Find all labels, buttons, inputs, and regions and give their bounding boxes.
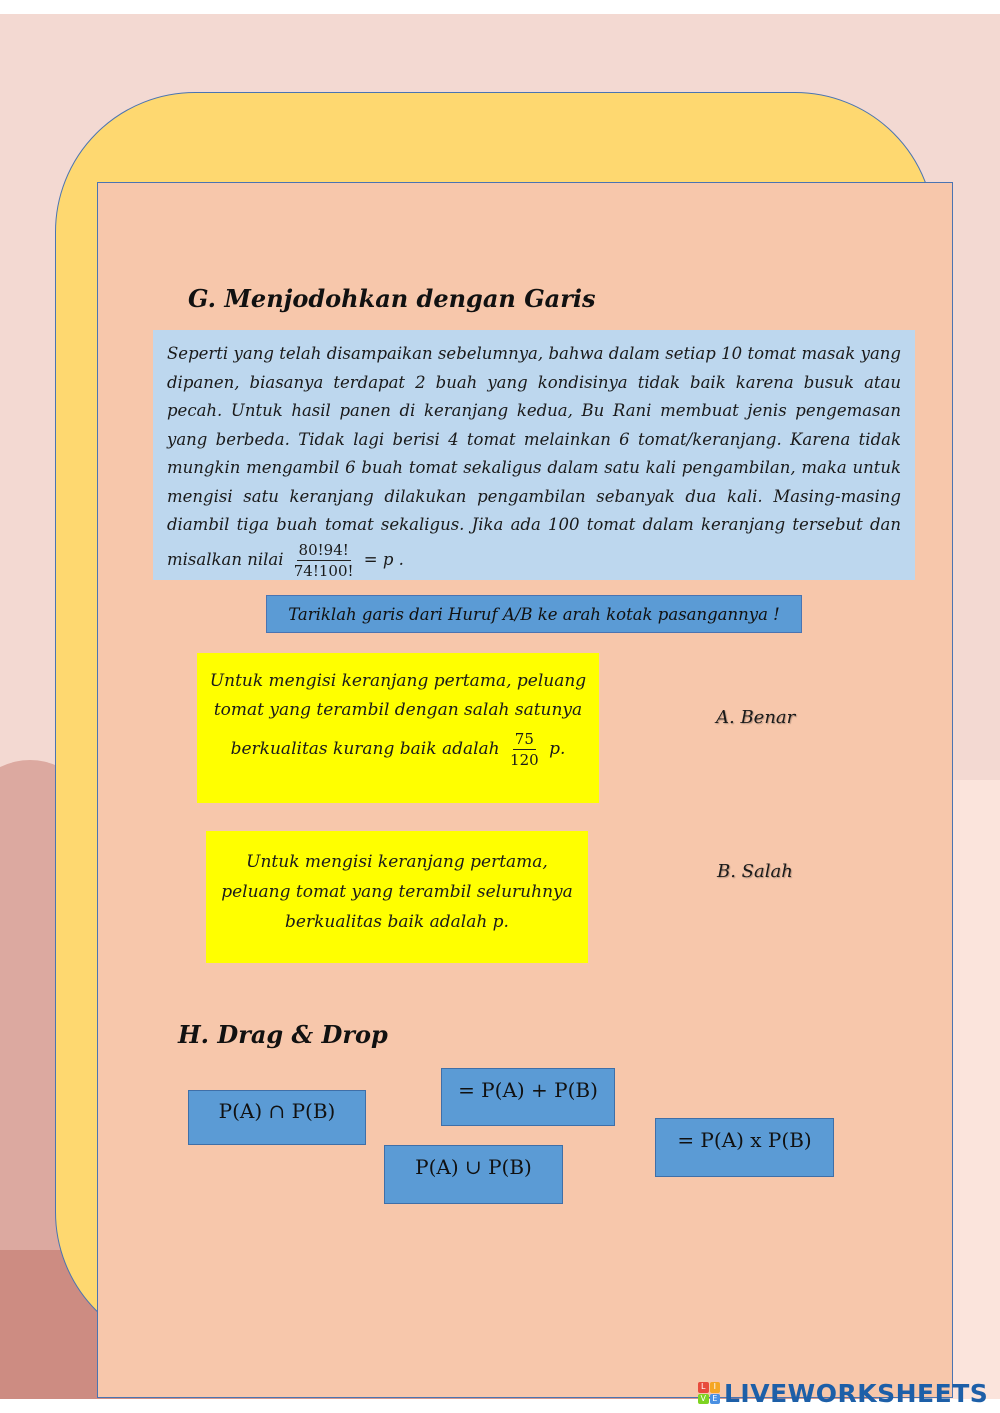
statement2-line3: berkualitas baik adalah p. [285, 912, 509, 932]
problem-fraction-denominator: 74!100! [293, 561, 354, 580]
statement2-line1: Untuk mengisi keranjang pertama, [246, 852, 548, 872]
option-a-benar[interactable]: A. Benar [716, 707, 796, 728]
statement-box-2[interactable] [206, 831, 588, 963]
problem-paragraph-tail: = p . [363, 549, 404, 569]
problem-fraction-numerator: 80!94! [298, 540, 349, 559]
statement-box-1[interactable] [197, 653, 599, 803]
section-g-title: G. Menjodohkan dengan Garis [188, 284, 596, 313]
statement1-line2: tomat yang terambil dengan salah satunya [213, 700, 583, 720]
section-h-title: H. Drag & Drop [178, 1020, 388, 1049]
drag-card-intersection[interactable]: P(A) ∩ P(B) [188, 1090, 366, 1145]
problem-paragraph-main: Seperti yang telah disampaikan sebelumnya, bahwa dalam setiap 10 tomat masak yang dipanen, biasanya terdapat 2 buah yang kondisinya tidak baik karena busuk atau pecah. Untuk hasil panen di keranjang kedua, Bu Rani membuat jenis pengemasan yang berbeda. Tidak lagi berisi 4 tomat melainkan 6 tomat/keranjang. Karena tidak mungkin mengambil 6 buah tomat sekaligus dalam satu kali pengambilan, maka untuk mengisi satu keranjang dilakukan pengambilan sebanyak dua kali. Masing-masing diambil tiga buah tomat sekaligus. Jika ada 100 tomat dalam keranjang tersebut dan misalkan nilai [167, 344, 901, 569]
problem-paragraph [167, 340, 901, 581]
statement1-fraction-denominator: 120 [510, 751, 539, 769]
statement1-line3 [197, 729, 599, 770]
liveworksheets-icon: L I V E [698, 1382, 720, 1404]
statement2-line2: peluang tomat yang terambil seluruhnya [221, 882, 573, 902]
option-b-salah[interactable]: B. Salah [717, 861, 793, 882]
drag-card-union[interactable]: P(A) ∪ P(B) [384, 1145, 563, 1204]
statement1-tail: p. [549, 739, 566, 759]
liveworksheets-logo-text: LIVEWORKSHEETS [724, 1378, 989, 1408]
statement1-line1: Untuk mengisi keranjang pertama, peluang [209, 671, 587, 691]
problem-paragraph-box [153, 330, 915, 580]
problem-fraction [292, 540, 356, 581]
matching-instruction: Tariklah garis dari Huruf A/B ke arah kotak pasangannya ! [266, 595, 802, 633]
drag-card-sum[interactable]: = P(A) + P(B) [441, 1068, 615, 1126]
statement1-fraction [508, 729, 541, 770]
page-top-strip [0, 0, 1000, 14]
statement1-line3-text: berkualitas kurang baik adalah [230, 739, 500, 759]
liveworksheets-logo [698, 1378, 988, 1408]
statement1-fraction-numerator: 75 [514, 730, 534, 748]
drag-card-product[interactable]: = P(A) x P(B) [655, 1118, 834, 1177]
